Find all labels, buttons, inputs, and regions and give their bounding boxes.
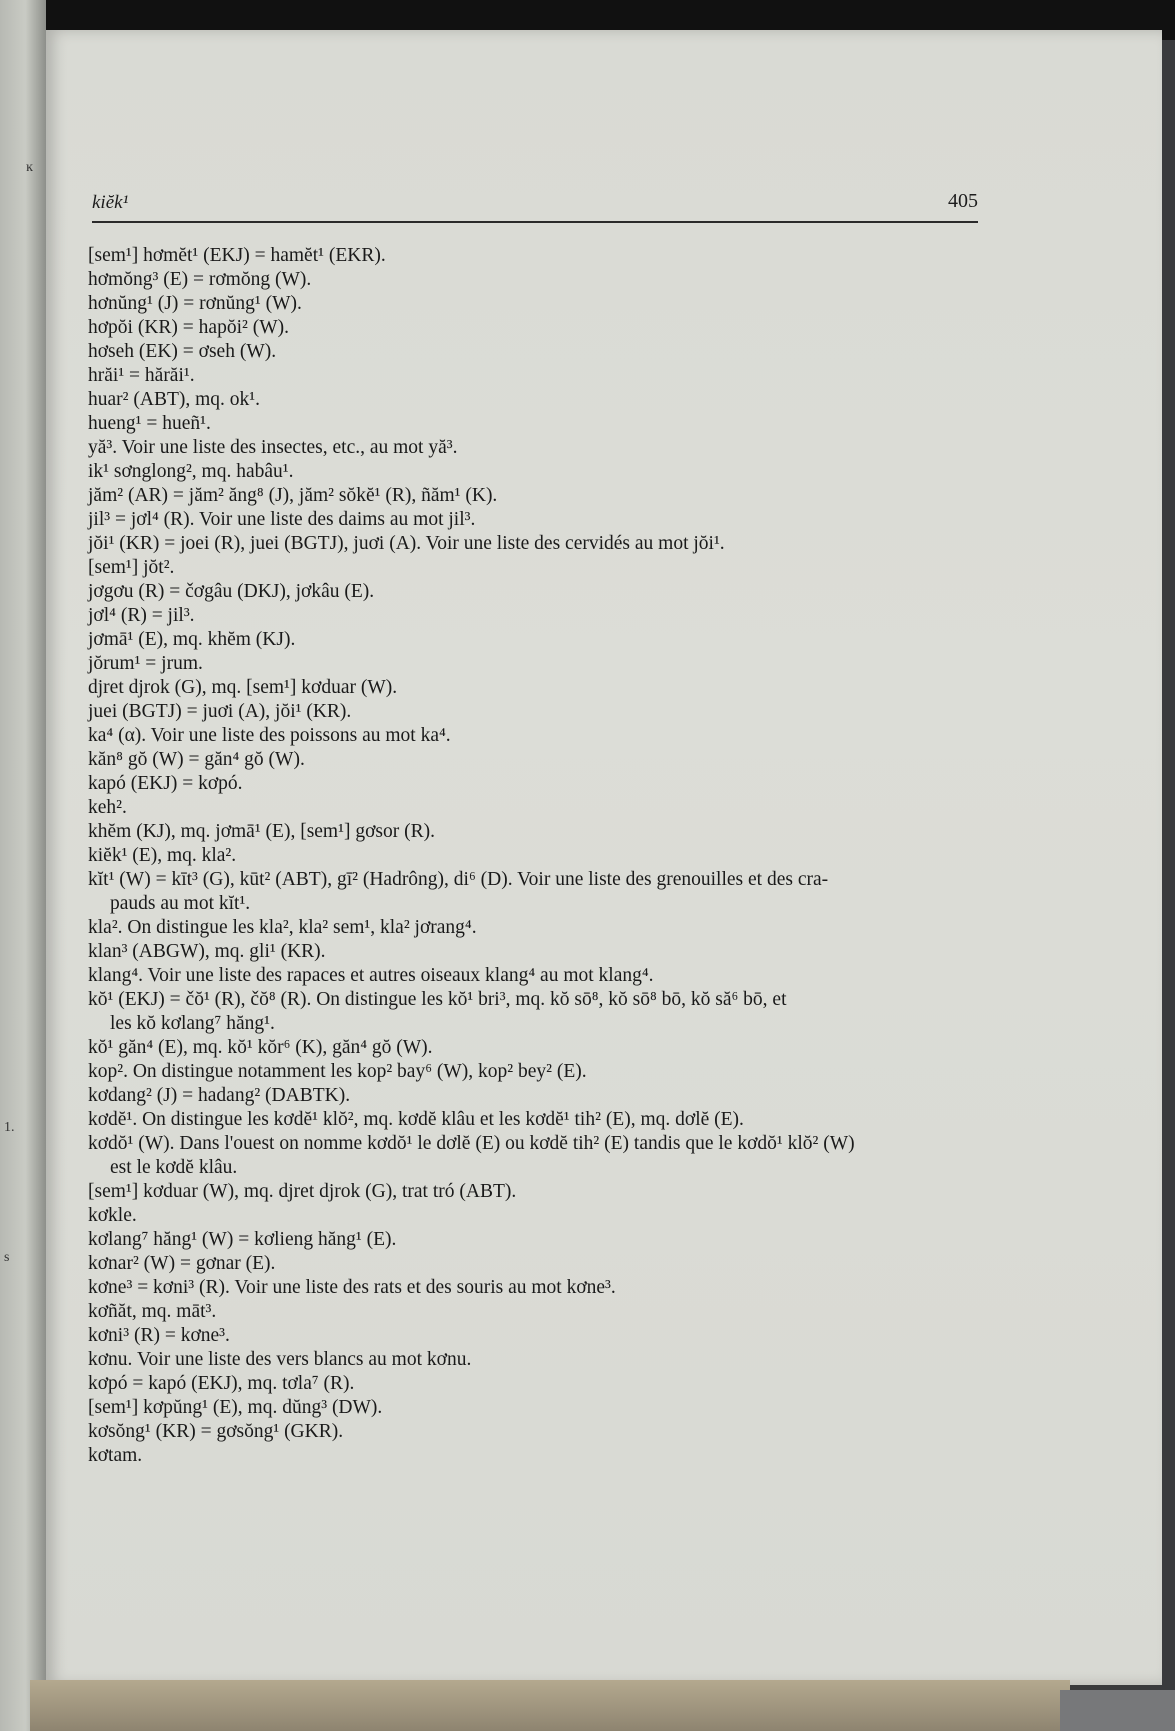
dictionary-entry: kơsŏng¹ (KR) = gơsŏng¹ (GKR). [88,1421,344,1442]
dictionary-entry: kop². On distingue notamment les kop² bay⁶ (W), kop² bey² (E). [88,1061,587,1082]
dictionary-entries [88,244,978,1468]
dictionary-entry: hueng¹ = hueñ¹. [88,413,211,434]
dictionary-entry: khĕm (KJ), mq. jơmā¹ (E), [sem¹] gơsor (R). [88,821,435,842]
dictionary-entry: [sem¹] kơduar (W), mq. djret djrok (G), trat tró (ABT). [88,1181,517,1202]
dictionary-entry: kơdŏ¹ (W). Dans l'ouest on nomme kơdŏ¹ le dơlĕ (E) ou kơdĕ tih² (E) tandis que le kơdŏ¹ klŏ² (W) [88,1133,855,1154]
dictionary-entry: les kŏ kơlang⁷ hăng¹. [110,1013,275,1034]
running-header [92,183,978,223]
dictionary-entry: kơdang² (J) = hadang² (DABTK). [88,1085,351,1106]
facing-page-edge [0,0,46,1731]
dictionary-entry: kơni³ (R) = kơne³. [88,1325,230,1346]
dictionary-entry: kơtam. [88,1445,143,1466]
dictionary-entry: kơlang⁷ hăng¹ (W) = kơlieng hăng¹ (E). [88,1229,397,1250]
dictionary-entry: hơmŏng³ (E) = rơmŏng (W). [88,269,312,290]
dictionary-entry: [sem¹] jŏt². [88,557,175,578]
dictionary-entry: est le kơdĕ klâu. [110,1157,238,1178]
guide-word: kiĕk¹ [92,192,129,213]
dictionary-entry: klan³ (ABGW), mq. gli¹ (KR). [88,941,326,962]
dictionary-entry: kơnar² (W) = gơnar (E). [88,1253,276,1274]
dictionary-entry: [sem¹] hơmĕt¹ (EKJ) = hamĕt¹ (EKR). [88,245,386,266]
dictionary-entry: kapó (EKJ) = kơpó. [88,773,243,794]
dictionary-entry: jŏi¹ (KR) = joei (R), juei (BGTJ), juơi (A). Voir une liste des cervidés au mot jŏi¹. [88,533,725,554]
header-rule [92,221,978,223]
dictionary-entry: kơñăt, mq. māt³. [88,1301,217,1322]
dictionary-entry: jăm² (AR) = jăm² ăng⁸ (J), jăm² sŏkĕ¹ (R), ñăm¹ (K). [88,485,498,506]
dictionary-entry: kĭt¹ (W) = kīt³ (G), kūt² (ABT), gī² (Hadrông), di⁶ (D). Voir une liste des grenouilles et des cra- [88,869,829,890]
dictionary-entry: kơpó = kapó (EKJ), mq. tơla⁷ (R). [88,1373,355,1394]
dictionary-entry: yă³. Voir une liste des insectes, etc., au mot yă³. [88,437,458,458]
dictionary-entry: kơnu. Voir une liste des vers blancs au mot kơnu. [88,1349,472,1370]
page-number: 405 [948,190,978,212]
dictionary-entry: juei (BGTJ) = juơi (A), jŏi¹ (KR). [88,701,352,722]
facing-page-fragment: s [4,1250,10,1265]
dictionary-entry: jơmā¹ (E), mq. khĕm (KJ). [88,629,296,650]
page-stack-edge [30,1680,1070,1731]
facing-page-fragment: 1. [4,1120,15,1135]
table-surface [1060,1690,1175,1731]
dictionary-entry: kơdĕ¹. On distingue les kơdĕ¹ klŏ², mq. kơdĕ klâu et les kơdĕ¹ tih² (E), mq. dơlĕ (E). [88,1109,744,1130]
facing-page-fragment: ĸ [26,160,33,175]
dictionary-entry: [sem¹] kơpŭng¹ (E), mq. dŭng³ (DW). [88,1397,383,1418]
dictionary-entry: jơgơu (R) = čơgâu (DKJ), jơkâu (E). [88,581,375,602]
dictionary-entry: hơseh (EK) = ơseh (W). [88,341,277,362]
dictionary-entry: kŏ¹ găn⁴ (E), mq. kŏ¹ kŏr⁶ (K), găn⁴ gŏ (W). [88,1037,433,1058]
dictionary-entry: kiĕk¹ (E), mq. kla². [88,845,237,866]
dictionary-entry: kla². On distingue les kla², kla² sem¹, kla² jơrang⁴. [88,917,477,938]
dictionary-entry: ka⁴ (α). Voir une liste des poissons au mot ka⁴. [88,725,451,746]
dictionary-entry: hrăi¹ = hărăi¹. [88,365,195,386]
dictionary-entry: jơl⁴ (R) = jil³. [88,605,195,626]
dictionary-entry: kơkle. [88,1205,137,1226]
dictionary-entry: kŏ¹ (EKJ) = čŏ¹ (R), čŏ⁸ (R). On distingue les kŏ¹ bri³, mq. kŏ sō⁸, kŏ sō⁸ bō, kŏ să⁶ bō, et [88,989,787,1010]
dictionary-entry: huar² (ABT), mq. ok¹. [88,389,260,410]
dictionary-entry: djret djrok (G), mq. [sem¹] kơduar (W). [88,677,398,698]
dictionary-entry: hơnŭng¹ (J) = rơnŭng¹ (W). [88,293,302,314]
dictionary-entry: ik¹ sơnglong², mq. habâu¹. [88,461,294,482]
dictionary-entry: jŏrum¹ = jrum. [88,653,203,674]
dictionary-entry: kăn⁸ gŏ (W) = găn⁴ gŏ (W). [88,749,305,770]
dictionary-entry: keh². [88,797,127,818]
dictionary-entry: pauds au mot kĭt¹. [110,893,251,914]
dictionary-entry: hơpŏi (KR) = hapŏi² (W). [88,317,289,338]
dictionary-entry: klang⁴. Voir une liste des rapaces et autres oiseaux klang⁴ au mot klang⁴. [88,965,654,986]
dictionary-entry: kơne³ = kơni³ (R). Voir une liste des rats et des souris au mot kơne³. [88,1277,616,1298]
dictionary-entry: jil³ = jơl⁴ (R). Voir une liste des daims au mot jil³. [88,509,476,530]
